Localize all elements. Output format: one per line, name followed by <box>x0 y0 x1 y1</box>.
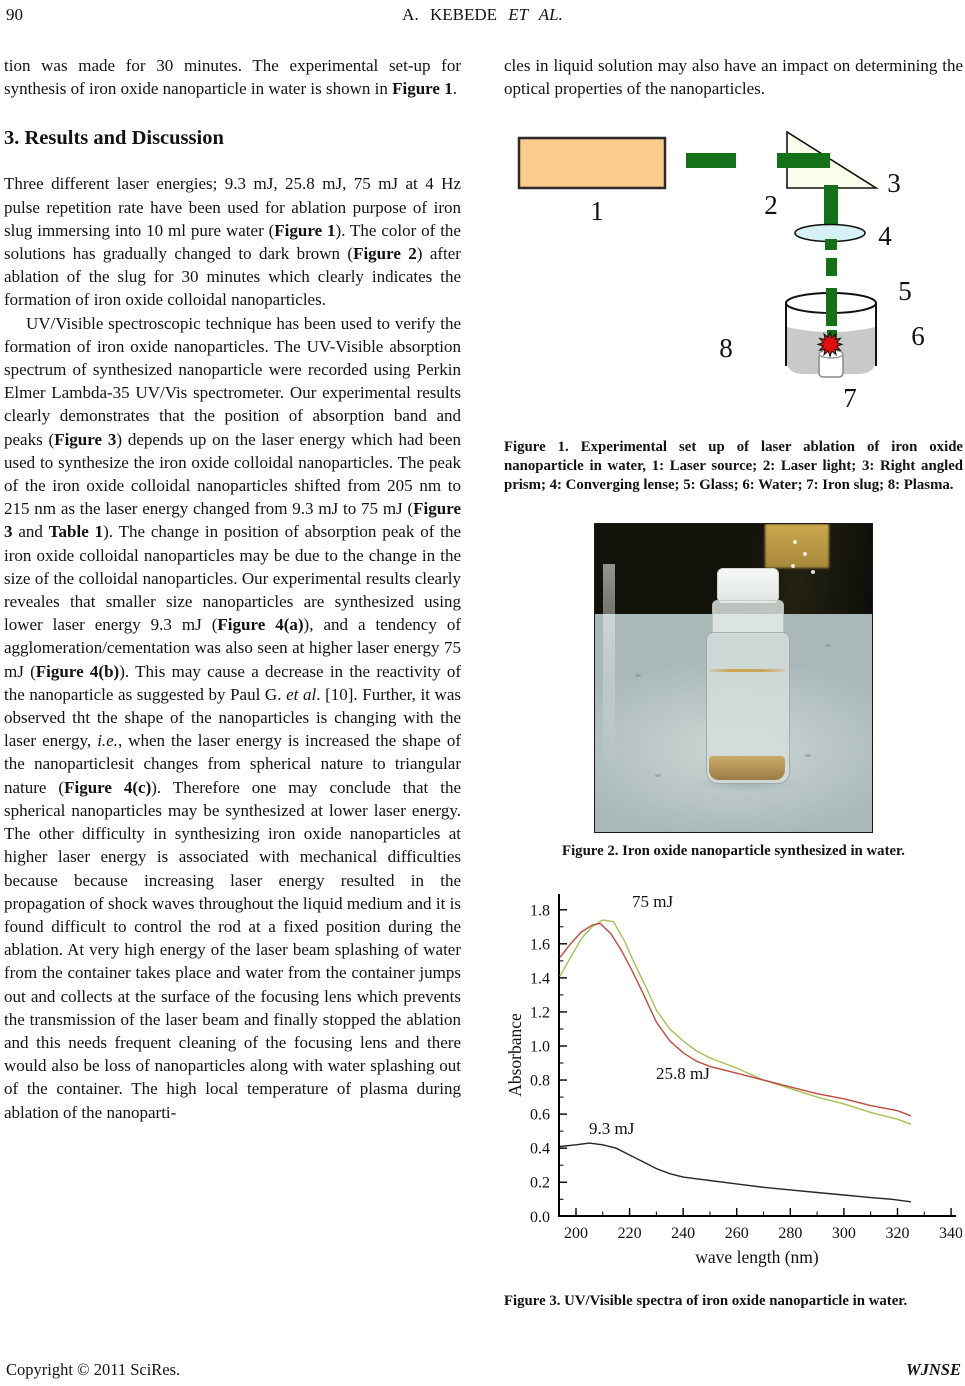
svg-text:220: 220 <box>617 1224 642 1242</box>
photo-speck <box>825 644 831 647</box>
vial-liquid-surface <box>709 669 785 672</box>
paragraph-results-1: Three different laser energies; 9.3 mJ, 25.8 mJ, 75 mJ at 4 Hz pulse repetition rate have been used for ablation purpose of iron slug immersing into 10 ml pure water (Figure 1). The color of the solutions has gradually changed to dark brown (Figure 2) after ablation of the slug for 30 minutes which clearly indicates the formation of iron oxide colloidal nanoparticles. <box>4 174 461 310</box>
svg-text:200: 200 <box>564 1224 588 1242</box>
figure3-caption: Figure 3. UV/Visible spectra of iron oxide nanoparticle in water. <box>504 1293 908 1309</box>
figure1-caption: Figure 1. Experimental set up of laser ablation of iron oxide nanoparticle in water, 1: Laser source; 2: Laser light; 3: Right angled prism; 4: Converging lense; 5: Glass; 6: Water; 7: Iron slug; 8: Plasma. <box>504 438 963 494</box>
vial-highlight <box>603 564 615 764</box>
paragraph-intro: tion was made for 30 minutes. The experimental set-up for synthesis of iron oxide nanoparticle in water is shown in Figure 1. <box>4 56 461 99</box>
figure1-label-plasma: 8 <box>719 333 733 364</box>
svg-text:340: 340 <box>939 1224 962 1242</box>
left-column <box>4 54 461 1336</box>
svg-text:260: 260 <box>724 1224 749 1242</box>
svg-text:wave length (nm): wave length (nm) <box>695 1246 819 1267</box>
running-head: A. KEBEDE ET AL. <box>402 5 563 24</box>
vial-neck <box>712 600 784 635</box>
figure1-label-laser-source: 1 <box>590 196 604 227</box>
svg-text:1.0: 1.0 <box>530 1038 550 1056</box>
figure1 <box>504 130 963 495</box>
figure1-diagram <box>504 130 962 422</box>
svg-text:75 mJ: 75 mJ <box>632 891 674 911</box>
photo-speck <box>805 754 811 757</box>
photo-bubble <box>803 552 807 556</box>
figure2-photo <box>594 523 873 833</box>
figure2 <box>504 523 963 861</box>
footer-copyright: Copyright © 2011 SciRes. <box>6 1360 181 1379</box>
photo-bubble <box>793 540 797 544</box>
plasma-burst-icon: ✹ <box>816 326 844 365</box>
photo-background-object <box>765 524 829 568</box>
svg-text:0.2: 0.2 <box>530 1174 550 1192</box>
laser-beam-horizontal-2 <box>777 153 830 168</box>
svg-text:Absorbance: Absorbance <box>505 1013 525 1097</box>
figure2-caption: Figure 2. Iron oxide nanoparticle synthesized in water. <box>562 842 905 859</box>
svg-text:0.4: 0.4 <box>530 1140 550 1158</box>
page-number: 90 <box>6 5 23 24</box>
svg-text:0.6: 0.6 <box>530 1106 550 1124</box>
svg-text:0.8: 0.8 <box>530 1072 550 1090</box>
right-column <box>504 54 963 1311</box>
svg-text:280: 280 <box>778 1224 803 1242</box>
vial-sediment <box>709 756 785 780</box>
svg-text:300: 300 <box>831 1224 856 1242</box>
laser-source-box <box>519 138 665 188</box>
figure1-label-prism: 3 <box>887 168 901 199</box>
svg-text:320: 320 <box>885 1224 910 1242</box>
paragraph-right-top: cles in liquid solution may also have an impact on determining the optical properties of the nanoparticles. <box>504 56 963 99</box>
svg-text:1.4: 1.4 <box>530 970 550 988</box>
figure1-label-laser-light: 2 <box>764 190 778 221</box>
vial-cap <box>717 568 779 603</box>
svg-text:25.8 mJ: 25.8 mJ <box>656 1063 710 1083</box>
figure3-chart <box>504 882 963 1283</box>
svg-text:1.8: 1.8 <box>530 902 550 920</box>
svg-text:0.0: 0.0 <box>530 1208 550 1226</box>
figure1-label-glass: 5 <box>898 276 912 307</box>
beam-dash-1 <box>826 258 837 276</box>
paragraph-results-2: UV/Visible spectroscopic technique has been used to verify the formation of iron oxide nanoparticles. The UV-Visible absorption spectrum of synthesized nanoparticle were recorded using Perkin Elmer Lambda-35 UV/Vis spectrometer. Our experimental results clearly demonstrates that the position of absorption band and peaks (Figure 3) depends up on the laser energy which had been used to synthesize the iron oxide colloidal nanoparticles. The peak of the iron oxide colloidal nanoparticles shifted from 205 nm to 215 nm as the laser energy changed from 9.3 mJ to 75 mJ (Figure 3 and Table 1). The change in position of absorption peak of the iron oxide colloidal nanoparticles may be due to the change in the size of the colloidal nanoparticles. Our experimental results clearly reveales that smaller size nanoparticles are synthesized using lower laser energy 9.3 mJ (Figure 4(a)), and a tendency of agglomeration/cementation was also seen at higher laser energy 75 mJ (Figure 4(b)). This may cause a decrease in the reactivity of the nanoparticle as suggested by Paul G. et al. [10]. Further, it was observed tht the shape of the nanoparticles is changing with the laser energy, i.e., when the laser energy is increased the shape of the nanoparticlesit changes from spherical nature to triangular nature (Figure 4(c)). Therefore one may conclude that the spherical nanoparticles may be synthesized at lower laser energy. The other difficulty in synthesizing iron oxide nanoparticles at higher laser energy is associated with mechanical difficulties because because increasing laser energy resulted in the propagation of shock waves throughout the liquid medium and it is found difficult to control the rod at a fixed position during the ablation. At very high energy of the laser beam splashing of water from the container takes place and water from the container jumps out and collects at the surface of the focusing lens which prevents the transmission of the laser beam and finally stopped the ablation and this needs frequent cleaning of the focusing lens and there would also be loss of nanoparticles along with water splashing out of the container. The high local temperature of plasma during ablation of the nanoparti- <box>4 313 461 1122</box>
photo-speck <box>635 674 641 677</box>
figure3 <box>504 882 963 1312</box>
laser-beam-horizontal-1 <box>686 153 736 168</box>
photo-bubble <box>811 570 815 574</box>
figure1-label-water: 6 <box>911 321 925 352</box>
beam-dash-2 <box>826 288 837 326</box>
photo-bubble <box>791 564 795 568</box>
svg-text:1.6: 1.6 <box>530 936 550 954</box>
vial-body <box>706 632 790 784</box>
section-heading: 3. Results and Discussion <box>4 127 224 150</box>
photo-speck <box>655 774 661 777</box>
footer-journal-abbrev: WJNSE <box>905 1360 961 1379</box>
converging-lens <box>795 225 865 242</box>
figure1-label-iron-slug: 7 <box>843 383 857 414</box>
figure1-label-lens: 4 <box>878 221 892 252</box>
svg-text:1.2: 1.2 <box>530 1004 550 1022</box>
beam-below-lens <box>825 239 837 250</box>
svg-text:9.3 mJ: 9.3 mJ <box>589 1118 635 1138</box>
svg-text:240: 240 <box>671 1224 696 1242</box>
